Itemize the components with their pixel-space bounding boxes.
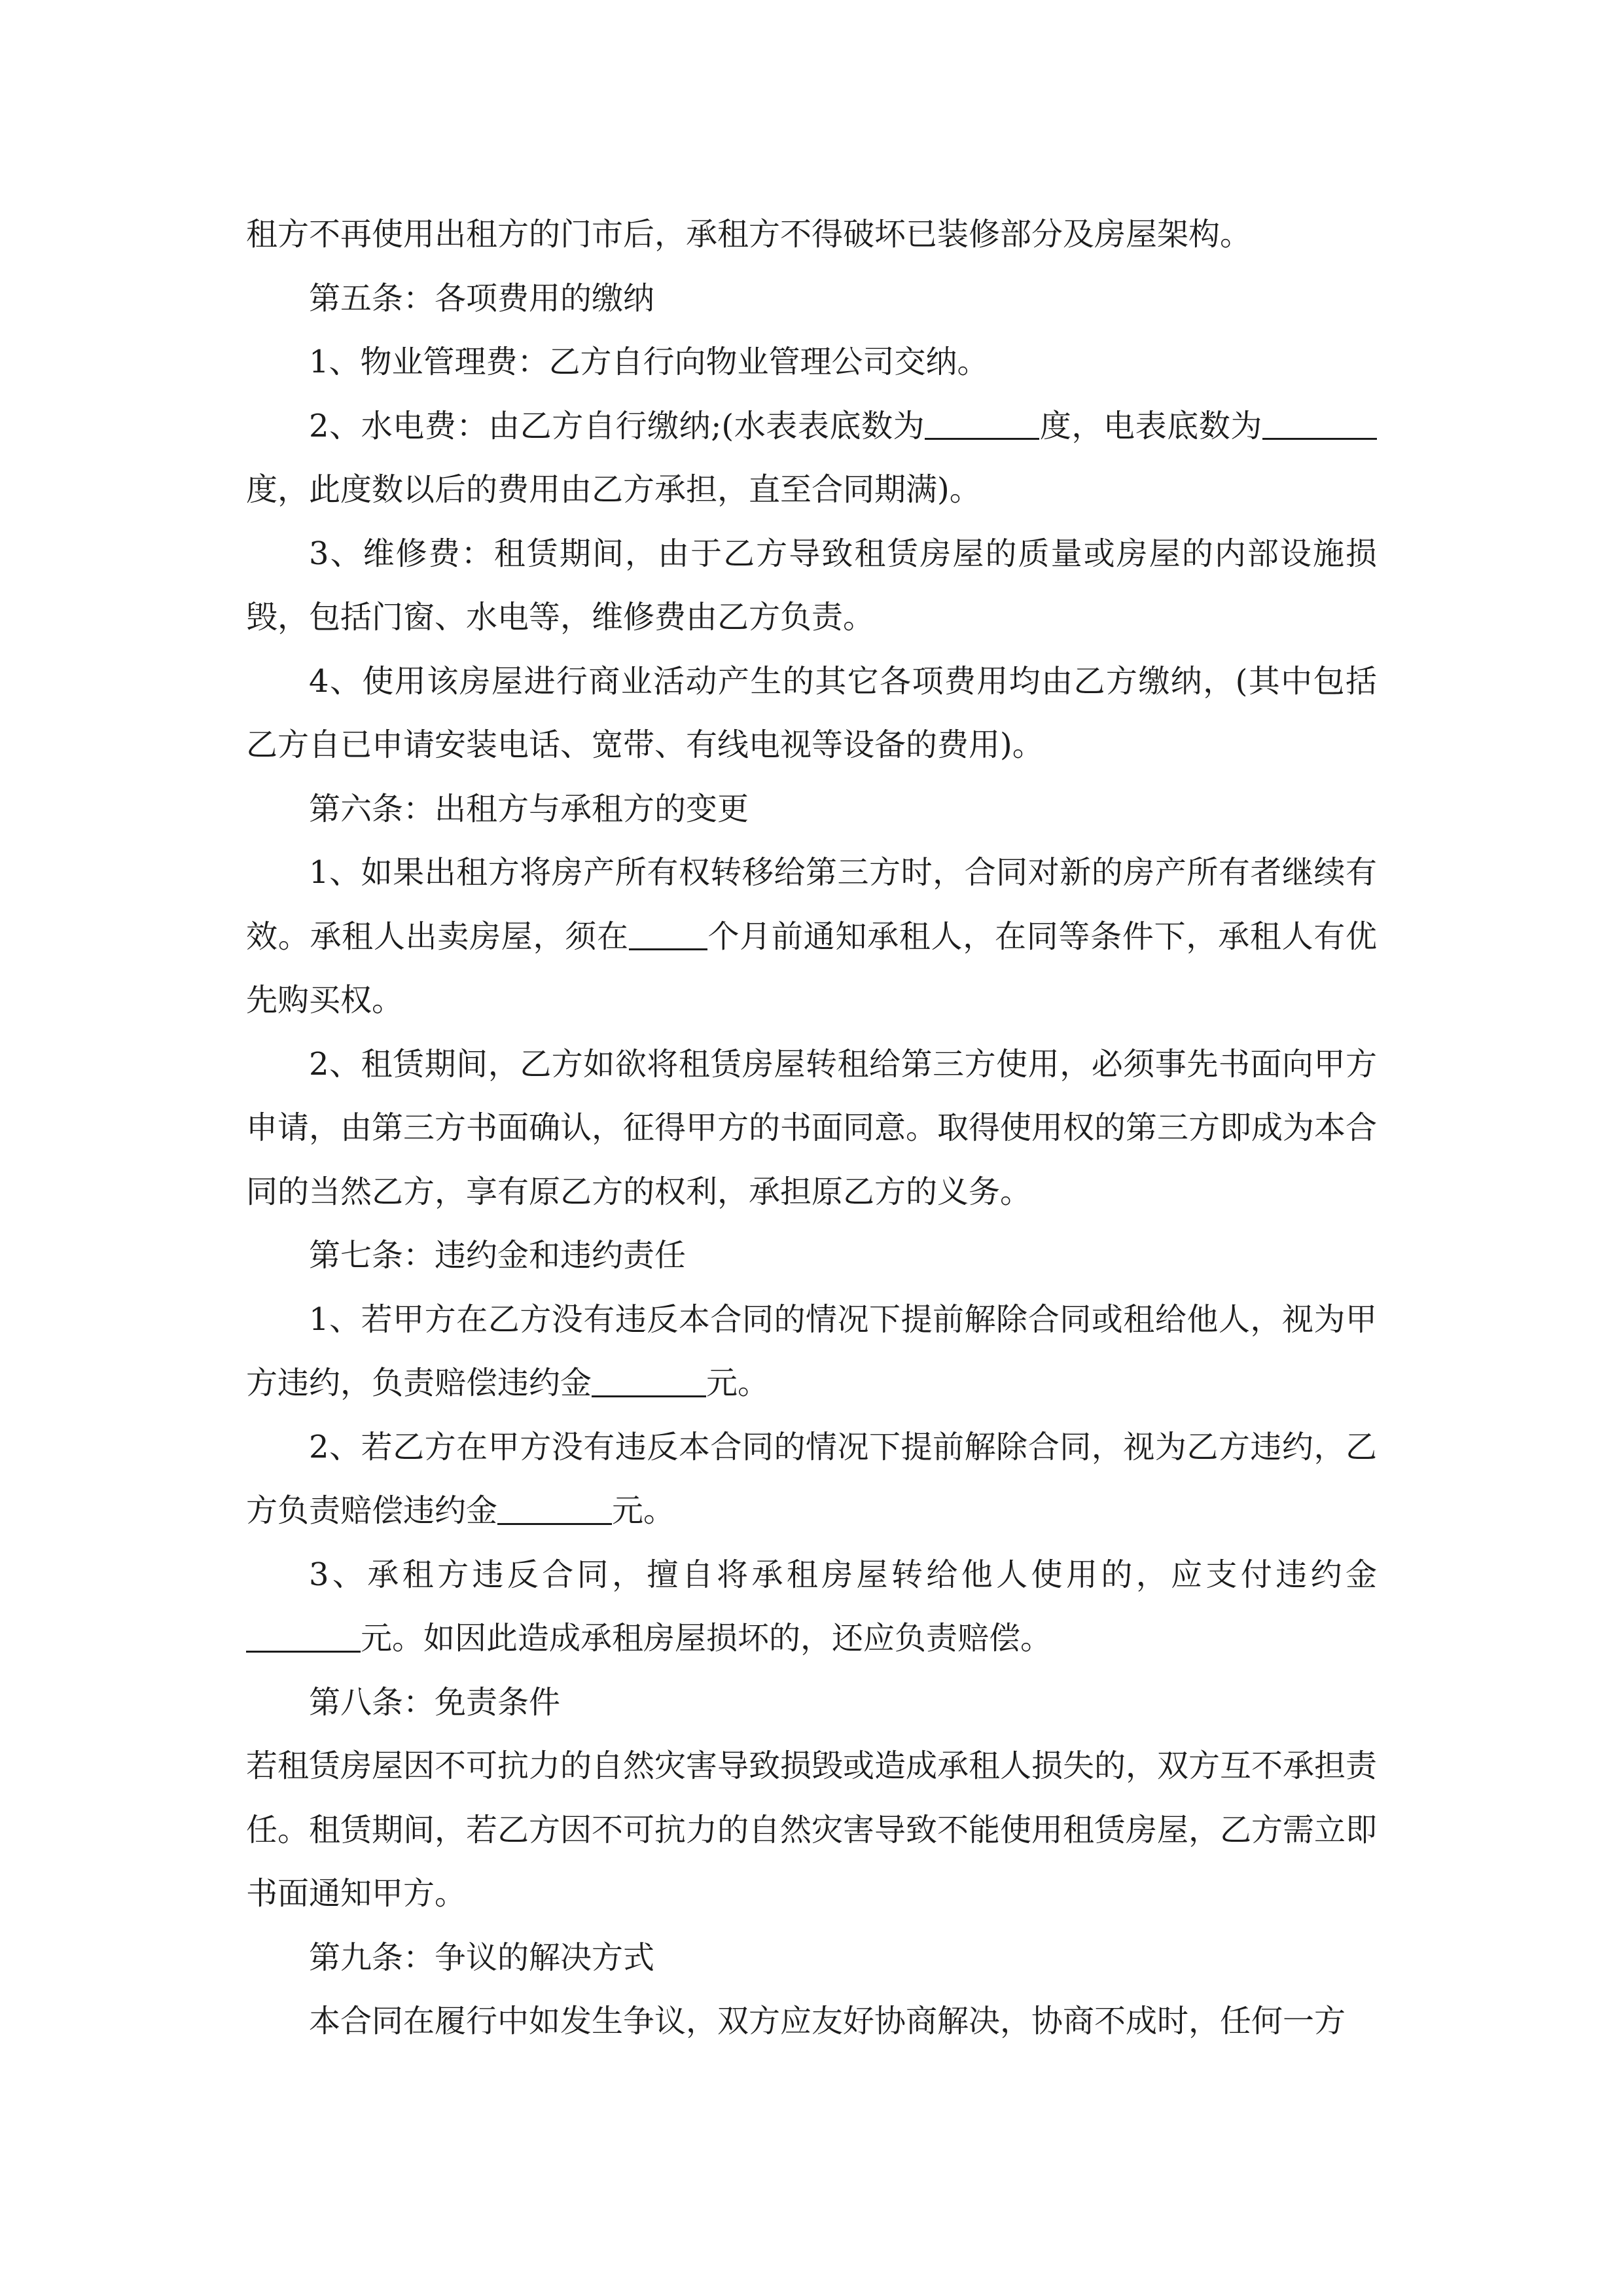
clause-paragraph xyxy=(246,1990,1377,2054)
article-heading xyxy=(246,1224,1377,1288)
paragraph-text: 度，电表底数为 xyxy=(1039,407,1262,444)
paragraph-text: 4、使用该房屋进行商业活动产生的其它各项费用均由乙方缴纳，(其中包括乙方自已申请安装电话、宽带、有线电视等设备的费用)。 xyxy=(246,662,1377,763)
fill-in-blank xyxy=(592,1364,706,1397)
paragraph-text: 度，此度数以后的费用由乙方承担，直至合同期满)。 xyxy=(246,471,981,508)
fill-in-blank xyxy=(629,917,707,950)
paragraph-text: 第七条：违约金和违约责任 xyxy=(309,1237,687,1274)
fill-in-blank xyxy=(246,1619,361,1653)
paragraph-text: 2、若乙方在甲方没有违反本合同的情况下提前解除合同，视为乙方违约，乙方负责赔偿违约金 xyxy=(246,1428,1377,1529)
paragraph-text: 3、维修费：租赁期间，由于乙方导致租赁房屋的质量或房屋的内部设施损毁，包括门窗、水电等，维修费由乙方负责。 xyxy=(246,535,1377,636)
clause-paragraph xyxy=(246,1416,1377,1543)
paragraph-text: 第六条：出租方与承租方的变更 xyxy=(309,790,749,827)
clause-paragraph xyxy=(246,1734,1377,1926)
paragraph-text: 第八条：免责条件 xyxy=(309,1683,561,1721)
paragraph-text: 元。如因此造成承租房屋损坏的，还应负责赔偿。 xyxy=(361,1620,1052,1657)
article-heading xyxy=(246,1671,1377,1735)
clause-paragraph xyxy=(246,203,1377,267)
article-heading xyxy=(246,267,1377,331)
contract-body xyxy=(246,203,1377,2054)
clause-paragraph xyxy=(246,1033,1377,1225)
clause-paragraph xyxy=(246,331,1377,395)
paragraph-text: 2、水电费：由乙方自行缴纳;(水表表底数为 xyxy=(309,407,925,444)
clause-paragraph xyxy=(246,395,1377,522)
paragraph-text: 第九条：争议的解决方式 xyxy=(309,1939,655,1976)
article-heading xyxy=(246,1926,1377,1990)
paragraph-text: 若租赁房屋因不可抗力的自然灾害导致损毁或造成承租人损失的，双方互不承担责任。租赁期间，若乙方因不可抗力的自然灾害导致不能使用租赁房屋，乙方需立即书面通知甲方。 xyxy=(246,1748,1378,1912)
clause-paragraph xyxy=(246,841,1377,1033)
paragraph-text: 元。 xyxy=(612,1492,675,1529)
clause-paragraph xyxy=(246,1543,1377,1671)
paragraph-text: 2、租赁期间，乙方如欲将租赁房屋转租给第三方使用，必须事先书面向甲方申请，由第三方书面确认，征得甲方的书面同意。取得使用权的第三方即成为本合同的当然乙方，享有原乙方的权利，承担原乙方的义务。 xyxy=(246,1045,1378,1210)
clause-paragraph xyxy=(246,650,1377,778)
article-heading xyxy=(246,778,1377,842)
fill-in-blank xyxy=(497,1492,612,1525)
paragraph-text: 1、物业管理费：乙方自行向物业管理公司交纳。 xyxy=(309,344,989,380)
paragraph-text: 3、承租方违反合同，擅自将承租房屋转给他人使用的，应支付违约金 xyxy=(309,1556,1377,1593)
paragraph-text: 第五条：各项费用的缴纳 xyxy=(309,279,655,317)
paragraph-text: 1、若甲方在乙方没有违反本合同的情况下提前解除合同或租给他人，视为甲方违约，负责赔偿违约金 xyxy=(246,1300,1377,1401)
paragraph-text: 1、如果出租方将房产所有权转移给第三方时，合同对新的房产所有者继续有效。承租人出卖房屋，须在 xyxy=(246,854,1377,955)
paragraph-text: 个月前通知承租人，在同等条件下，承租人有优先购买权。 xyxy=(246,918,1377,1018)
fill-in-blank xyxy=(1262,406,1377,440)
fill-in-blank xyxy=(925,406,1039,440)
paragraph-text: 租方不再使用出租方的门市后，承租方不得破坏已装修部分及房屋架构。 xyxy=(246,216,1252,253)
clause-paragraph xyxy=(246,522,1377,650)
paragraph-text: 元。 xyxy=(706,1365,770,1401)
clause-paragraph xyxy=(246,1288,1377,1416)
paragraph-text: 本合同在履行中如发生争议，双方应友好协商解决，协商不成时，任何一方 xyxy=(309,2003,1346,2039)
